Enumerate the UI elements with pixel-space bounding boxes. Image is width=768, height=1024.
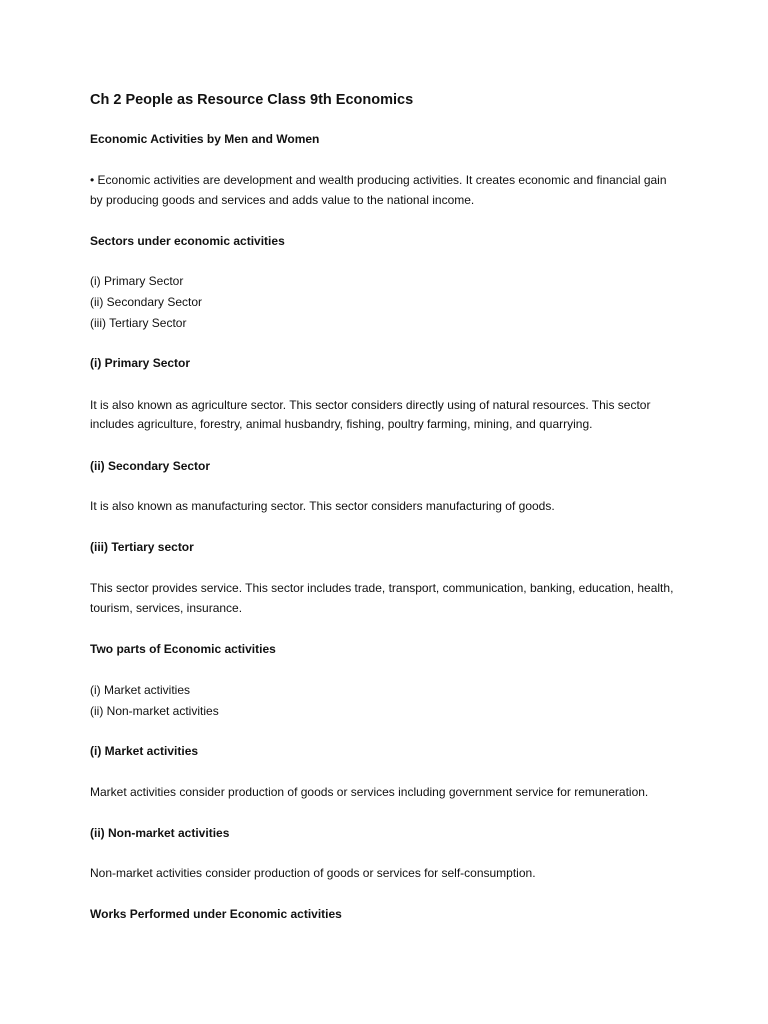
paragraph-non-market: Non-market activities consider production of goods or services for self-consumption. [90,866,536,880]
heading-primary-sector: (i) Primary Sector [90,356,191,370]
paragraph-tertiary-line-1: This sector provides service. This sector includes trade, transport, communication, banking, education, health, [90,581,674,595]
list-item-tertiary-sector: (iii) Tertiary Sector [90,316,187,330]
page-title: Ch 2 People as Resource Class 9th Economics [90,92,414,108]
list-item-non-market-activities: (ii) Non-market activities [90,704,219,718]
heading-tertiary-sector: (iii) Tertiary sector [90,540,194,554]
heading-works-performed: Works Performed under Economic activities [90,907,342,921]
heading-economic-activities: Economic Activities by Men and Women [90,132,320,146]
list-item-market-activities: (i) Market activities [90,683,191,697]
heading-two-parts: Two parts of Economic activities [90,642,276,656]
heading-secondary-sector: (ii) Secondary Sector [90,459,211,473]
paragraph-economic-activities-line-1: • Economic activities are development and wealth producing activities. It creates economic and financial gain [90,173,667,187]
paragraph-secondary: It is also known as manufacturing sector. This sector considers manufacturing of goods. [90,499,555,513]
heading-market-activities: (i) Market activities [90,744,199,758]
paragraph-primary-line-1: It is also known as agriculture sector. This sector considers directly using of natural resources. This sector [90,398,651,412]
list-item-primary-sector: (i) Primary Sector [90,274,184,288]
paragraph-market: Market activities consider production of goods or services including government service for remuneration. [90,785,649,799]
heading-sectors: Sectors under economic activities [90,234,285,248]
paragraph-tertiary-line-2: tourism, services, insurance. [90,601,243,615]
heading-non-market-activities: (ii) Non-market activities [90,826,230,840]
paragraph-economic-activities-line-2: by producing goods and services and adds value to the national income. [90,193,475,207]
paragraph-primary-line-2: includes agriculture, forestry, animal husbandry, fishing, poultry farming, mining, and quarrying. [90,417,593,431]
list-item-secondary-sector: (ii) Secondary Sector [90,295,203,309]
